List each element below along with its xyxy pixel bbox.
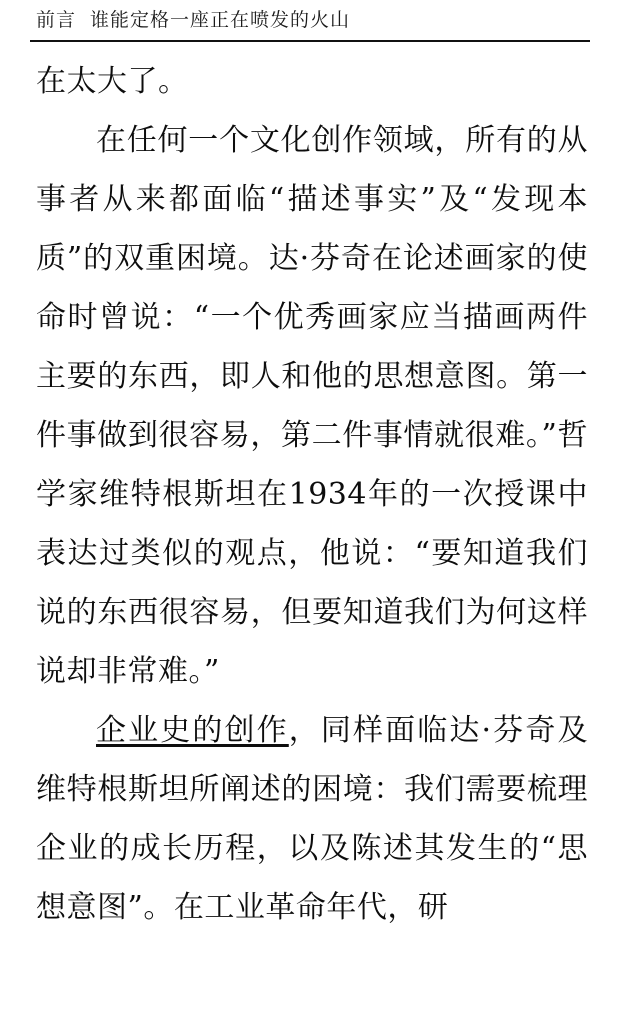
running-head-chapter-title: 谁能定格一座正在喷发的火山 xyxy=(90,9,351,31)
paragraph-3-rest: ，同样面临达·芬奇及维特根斯坦所阐述的困境：我们需要梳理企业的成长历程，以及陈述其发生的“思想意图”。在工业革命年代，研 xyxy=(36,713,588,925)
underlined-phrase: 企业史的创作 xyxy=(96,713,289,748)
paragraph-2: 在任何一个文化创作领域，所有的从事者从来都面临“描述事实”及“发现本质”的双重困境。达·芬奇在论述画家的使命时曾说：“一个优秀画家应当描画两件主要的东西，即人和他的思想意图。第一件事做到很容易，第二件事情就很难。”哲学家维特根斯坦在1934年的一次授课中表达过类似的观点，他说：“要知道我们说的东西很容易，但要知道我们为何这样说却非常难。” xyxy=(36,123,588,689)
header-rule xyxy=(30,40,590,42)
running-head xyxy=(36,6,584,34)
page-body xyxy=(36,52,588,937)
paragraph-1: 在太大了。 xyxy=(36,64,189,99)
running-head-chapter-label: 前言 xyxy=(36,9,77,31)
paragraph-3 xyxy=(36,701,588,937)
